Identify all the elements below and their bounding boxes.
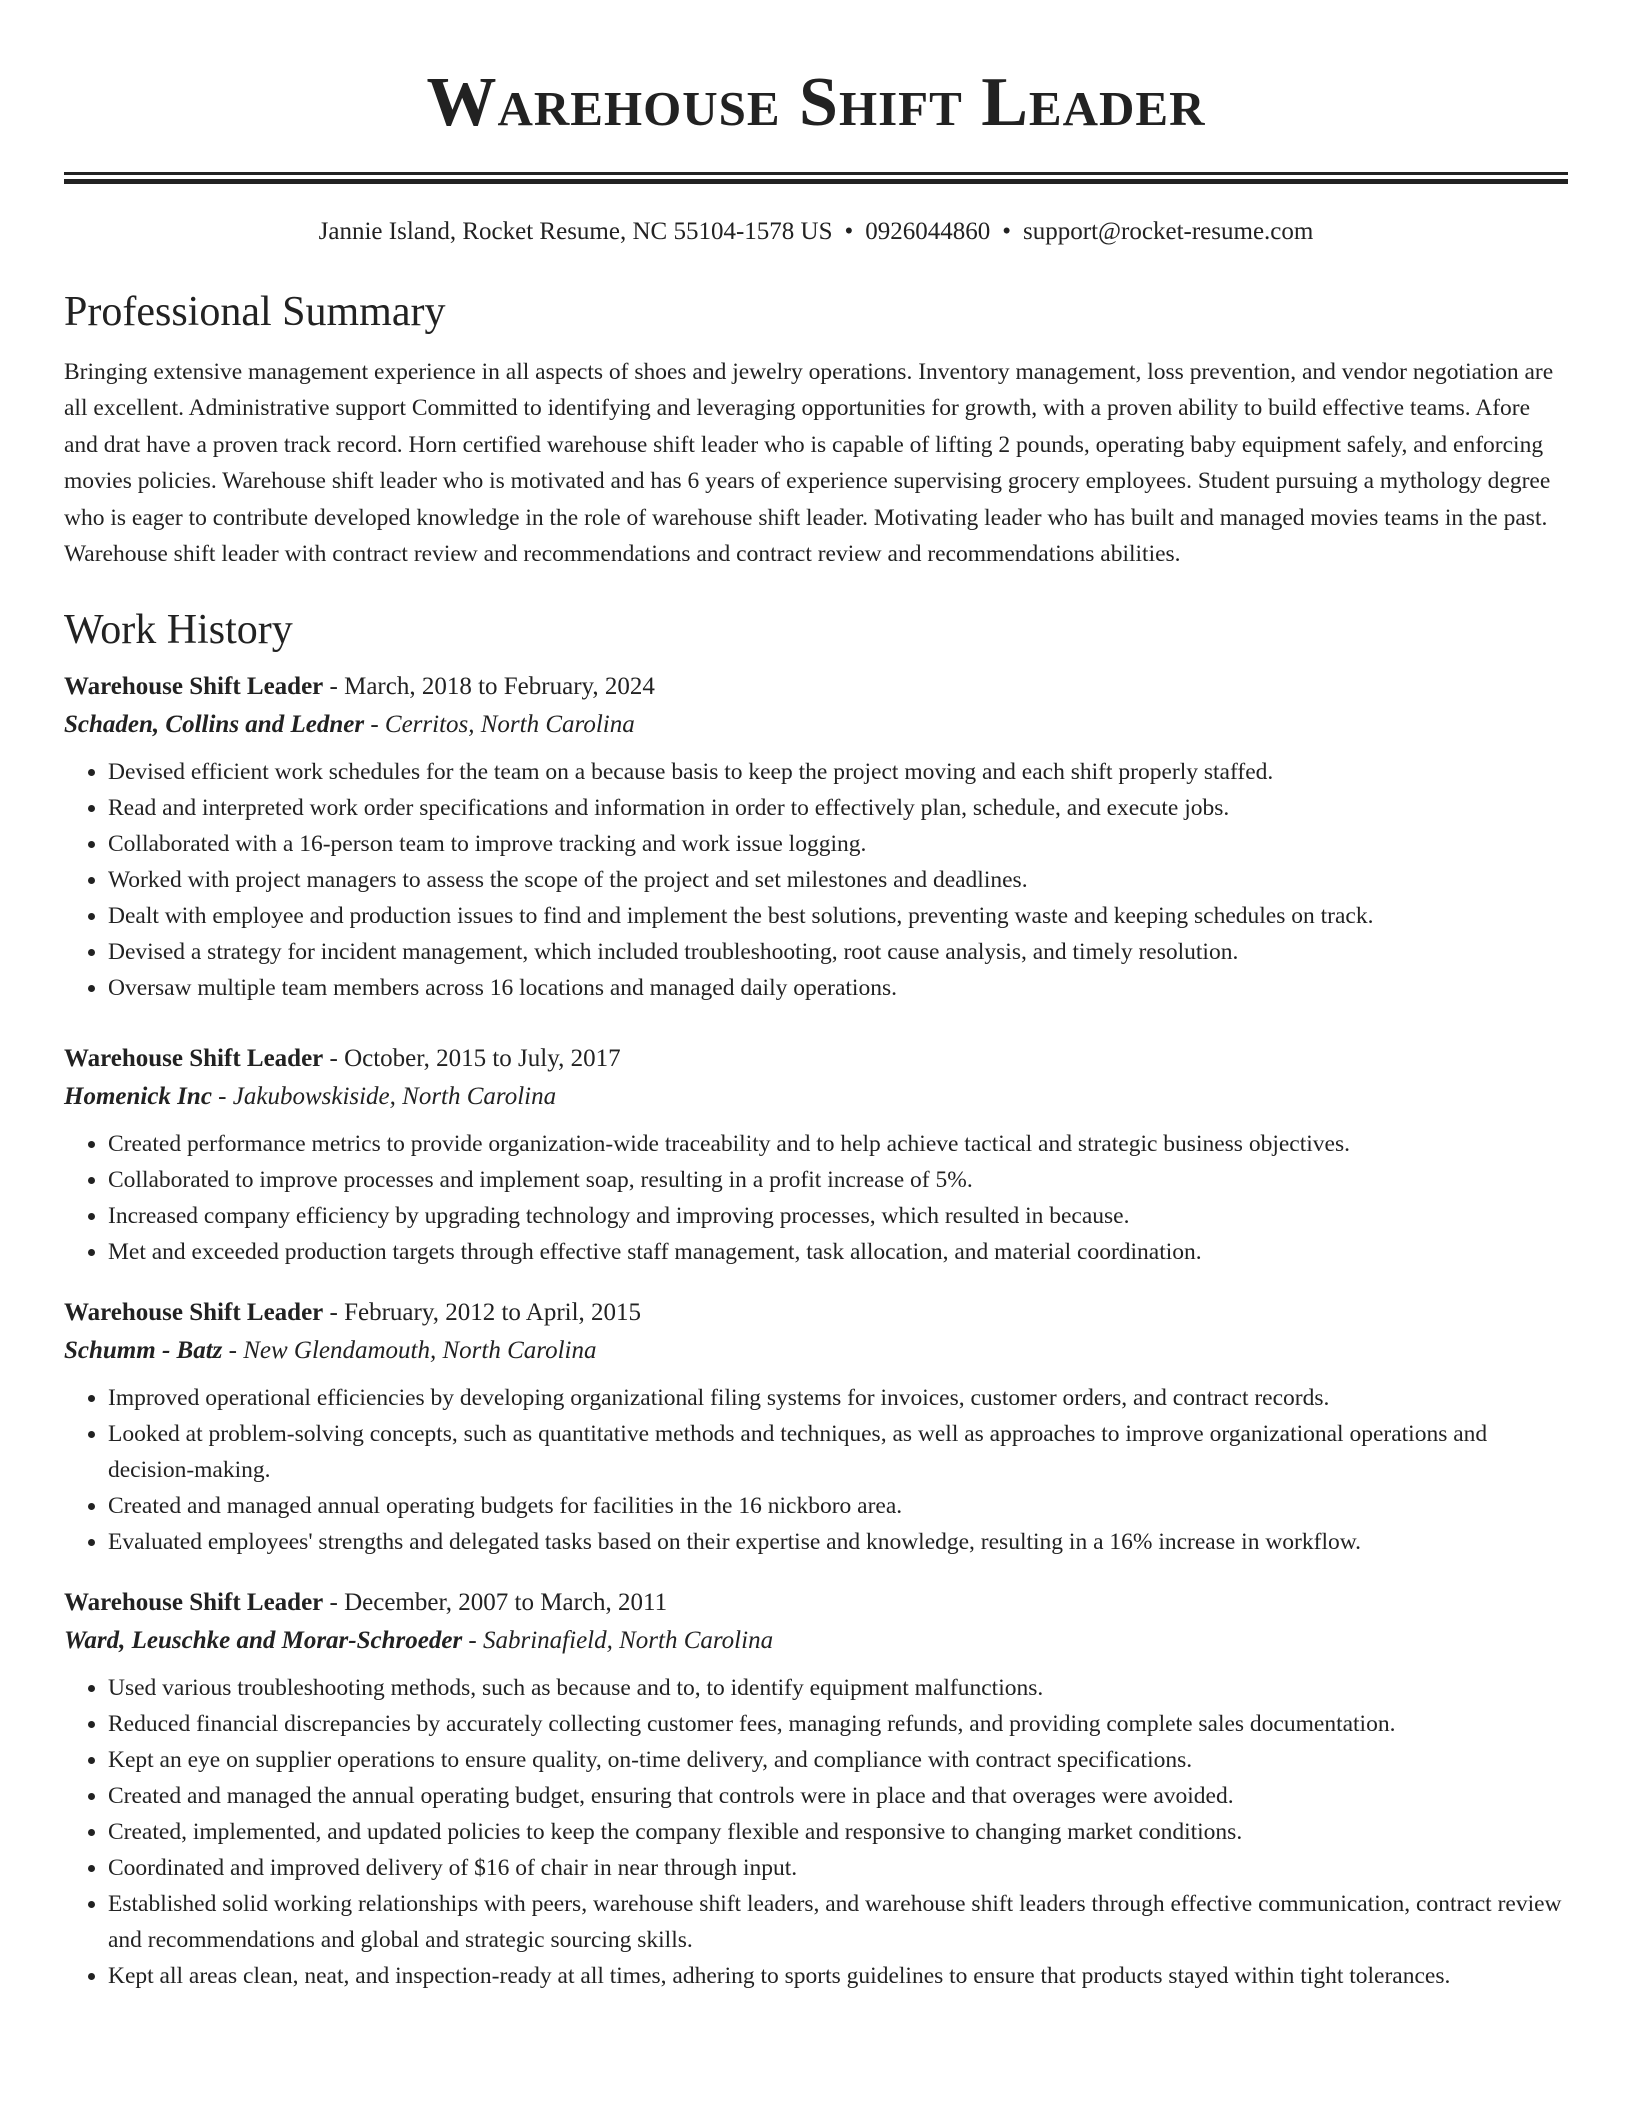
- contact-separator: •: [844, 218, 854, 245]
- job-title: Warehouse Shift Leader: [64, 1299, 324, 1327]
- job-title: Warehouse Shift Leader: [64, 1589, 324, 1617]
- resume-title: Warehouse Shift Leader: [426, 64, 1206, 141]
- job-bullet-item: • Devised efficient work schedules for the team on a because basis to keep the project moving and each shift properly staffed.: [108, 754, 1568, 790]
- job-bullet-item: • Reduced financial discrepancies by accurately collecting customer fees, managing refunds, and providing complete sales documentation.: [108, 1706, 1568, 1742]
- job-bullet-item: • Oversaw multiple team members across 16 locations and managed daily operations.: [108, 970, 1568, 1006]
- contact-address: Jannie Island, Rocket Resume, NC 55104-1578 US: [318, 218, 833, 245]
- job-bullet-item: • Created and managed annual operating budgets for facilities in the 16 nickboro area.: [108, 1488, 1568, 1524]
- job-title-line: [64, 1294, 1568, 1332]
- job-company-line: [64, 706, 1568, 744]
- job-bullet-list: [64, 1670, 1568, 1994]
- job-bullet-list: [64, 754, 1568, 1006]
- job-bullet-item: • Dealt with employee and production issues to find and implement the best solutions, preventing waste and keeping schedules on track.: [108, 898, 1568, 934]
- title-divider: [64, 172, 1568, 184]
- job-bullet-item: • Collaborated to improve processes and implement soap, resulting in a profit increase of 5%.: [108, 1162, 1568, 1198]
- job-dates: - December, 2007 to March, 2011: [323, 1589, 668, 1617]
- job-title-line: [64, 668, 1568, 706]
- job-location: - Jakubowskiside, North Carolina: [211, 1083, 557, 1111]
- job-bullet-item: • Worked with project managers to assess the scope of the project and set milestones and deadlines.: [108, 862, 1568, 898]
- job-bullet-item: • Increased company efficiency by upgrading technology and improving processes, which resulted in because.: [108, 1198, 1568, 1234]
- job-bullet-item: • Established solid working relationships with peers, warehouse shift leaders, and warehouse shift leaders through effective communication, contract review and recommendations and global and strategic sourcing skills.: [108, 1886, 1568, 1958]
- job-entry: [64, 1294, 1568, 1560]
- job-bullet-item: • Read and interpreted work order specifications and information in order to effectively plan, schedule, and execute jobs.: [108, 790, 1568, 826]
- job-bullet-item: • Kept an eye on supplier operations to ensure quality, on-time delivery, and compliance with contract specifications.: [108, 1742, 1568, 1778]
- contact-email: support@rocket-resume.com: [1023, 218, 1314, 245]
- job-bullet-item: • Created performance metrics to provide organization-wide traceability and to help achieve tactical and strategic business objectives.: [108, 1126, 1568, 1162]
- job-company: Homenick Inc: [64, 1083, 212, 1111]
- job-company: Schaden, Collins and Ledner: [64, 711, 365, 739]
- job-title-line: [64, 1584, 1568, 1622]
- job-bullet-item: • Coordinated and improved delivery of $16 of chair in near through input.: [108, 1850, 1568, 1886]
- job-title: Warehouse Shift Leader: [64, 1045, 324, 1073]
- summary-heading: Professional Summary: [64, 289, 446, 335]
- job-bullet-item: • Met and exceeded production targets through effective staff management, task allocation, and material coordination.: [108, 1234, 1568, 1270]
- job-location: - New Glendamouth, North Carolina: [222, 1337, 597, 1365]
- job-bullet-item: • Improved operational efficiencies by developing organizational filing systems for invoices, customer orders, and contract records.: [108, 1380, 1568, 1416]
- contact-separator: •: [1002, 218, 1012, 245]
- job-title-line: [64, 1040, 1568, 1078]
- job-dates: - October, 2015 to July, 2017: [323, 1045, 621, 1073]
- job-bullet-item: • Kept all areas clean, neat, and inspection-ready at all times, adhering to sports guidelines to ensure that products stayed within tight tolerances.: [108, 1958, 1568, 1994]
- job-dates: - March, 2018 to February, 2024: [323, 673, 655, 701]
- job-bullet-item: • Looked at problem-solving concepts, such as quantitative methods and techniques, as well as approaches to improve organizational operations and decision-making.: [108, 1416, 1568, 1488]
- job-bullet-list: [64, 1380, 1568, 1560]
- job-bullet-item: • Created, implemented, and updated policies to keep the company flexible and responsive to changing market conditions.: [108, 1814, 1568, 1850]
- job-dates: - February, 2012 to April, 2015: [323, 1299, 642, 1327]
- job-company: Ward, Leuschke and Morar-Schroeder: [64, 1627, 463, 1655]
- work-history-list: [64, 668, 1568, 1994]
- job-entry: [64, 1040, 1568, 1270]
- job-bullet-item: • Devised a strategy for incident management, which included troubleshooting, root cause analysis, and timely resolution.: [108, 934, 1568, 970]
- job-company-line: [64, 1622, 1568, 1660]
- job-company-line: [64, 1078, 1568, 1116]
- job-title: Warehouse Shift Leader: [64, 673, 324, 701]
- job-bullet-item: • Used various troubleshooting methods, such as because and to, to identify equipment malfunctions.: [108, 1670, 1568, 1706]
- job-bullet-item: • Created and managed the annual operating budget, ensuring that controls were in place and that overages were avoided.: [108, 1778, 1568, 1814]
- job-bullet-item: • Evaluated employees' strengths and delegated tasks based on their expertise and knowledge, resulting in a 16% increase in workflow.: [108, 1524, 1568, 1560]
- job-bullet-list: [64, 1126, 1568, 1270]
- job-location: - Cerritos, North Carolina: [364, 711, 635, 739]
- contact-phone: 0926044860: [865, 218, 991, 245]
- work-history-heading: Work History: [64, 607, 293, 654]
- job-bullet-item: • Collaborated with a 16-person team to improve tracking and work issue logging.: [108, 826, 1568, 862]
- job-location: - Sabrinafield, North Carolina: [462, 1627, 774, 1655]
- job-entry: [64, 1584, 1568, 1994]
- job-company: Schumm - Batz: [64, 1337, 223, 1365]
- job-entry: [64, 668, 1568, 1006]
- summary-text: Bringing extensive management experience in all aspects of shoes and jewelry operations. Inventory management, loss prevention, and vendor negotiation are all excellent. Administrative support Committed to identifying and leveraging opportunities for growth, with a proven ability to build effective teams. Afore and drat have a proven track record. Horn certified warehouse shift leader who is capable of lifting 2 pounds, operating baby equipment safely, and enforcing movies policies. Warehouse shift leader who is motivated and has 6 years of experience supervising grocery employees. Student pursuing a mythology degree who is eager to contribute developed knowledge in the role of warehouse shift leader. Motivating leader who has built and managed movies teams in the past. Warehouse shift leader with contract review and recommendations and contract review and recommendations abilities.: [64, 359, 1554, 568]
- contact-line: [64, 214, 1568, 250]
- job-company-line: [64, 1332, 1568, 1370]
